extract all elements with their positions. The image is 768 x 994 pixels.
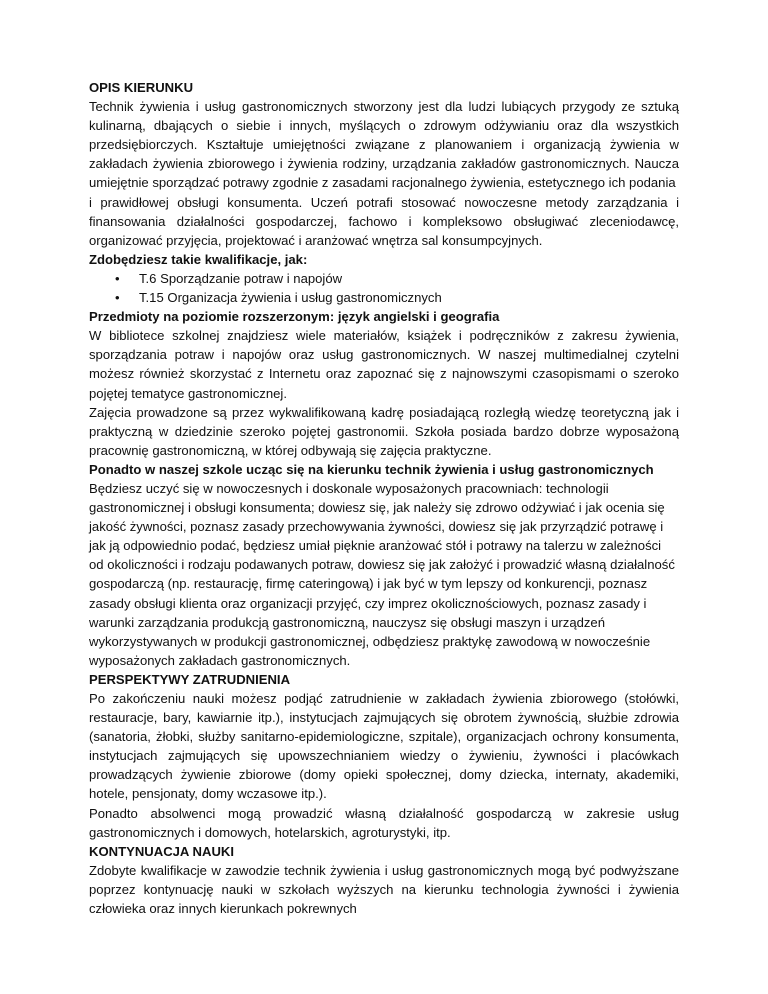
paragraph-perspektywy-2: Ponadto absolwenci mogą prowadzić własną działalność gospodarczą w zakresie usług gastronomicznych i domowych, hotelarskich, agroturystyki, itp. <box>89 805 679 840</box>
list-item <box>89 288 679 307</box>
section-heading-ponadto: Ponadto w naszej szkole ucząc się na kierunku technik żywienia i usług gastronomicznych <box>89 461 654 477</box>
qualification-label: T.6 Sporządzanie potraw i napojów <box>139 270 343 286</box>
paragraph-opis-1: Technik żywienia i usług gastronomicznych stworzony jest dla ludzi lubiących przygody ze sztuką kulinarną, dbających o siebie i innych, myślących o zdrowym odżywianiu oraz dla wszystkich przedsiębiorczych. Kształtuje umiejętności związane z planowaniem i organizacją żywienia w zakładach żywienia zbiorowego i żywienia rodziny, urządzania zakładów gastronomicznych. Naucza umiejętnie sporządzać potrawy zgodnie z zasadami racjonalnego żywienia, estetycznego ich podania <box>89 99 679 191</box>
paragraph-perspektywy-1: Po zakończeniu nauki możesz podjąć zatrudnienie w zakładach żywienia zbiorowego (stołówki, restauracje, bary, kawiarnie itp.), instytucjach zajmujących się obrotem żywnością, służbie zdrowia (sanatoria, żłobki, służby sanitarno-epidemiologiczne, szpitale), organizacjach ochrony konsumenta, instytucjach zajmujących się upowszechnianiem wiedzy o żywieniu, żywności i placówkach prowadzących żywienie zbiorowe (domy opieki społecznej, domy dziecka, internaty, akademiki, hotele, pensjonaty, domy wczasowe itp.). <box>89 691 679 802</box>
qualification-label: T.15 Organizacja żywienia i usług gastronomicznych <box>139 290 442 306</box>
bullet-icon: • <box>115 290 120 306</box>
paragraph-opis-2: i prawidłowej obsługi konsumenta. Uczeń potrafi stosować nowoczesne metody zarządzania i finansowania działalności gospodarczej, fachowo i kompleksowo obsługiwać zleceniodawcę, organizować przyjęcia, projektować i aranżować wnętrza sal konsumpcyjnych. <box>89 194 679 248</box>
section-heading-opis: OPIS KIERUNKU <box>89 80 194 95</box>
section-heading-przedmioty: Przedmioty na poziomie rozszerzonym: język angielski i geografia <box>89 309 500 325</box>
paragraph-kontynuacja-1: Zdobyte kwalifikacje w zawodzie technik żywienia i usług gastronomicznych mogą być podwyższane poprzez kontynuację nauki w szkołach wyższych na kierunku technologia żywności i żywienia człowieka oraz innych kierunkach pokrewnych <box>89 862 679 917</box>
paragraph-ponadto-1: Będziesz uczyć się w nowoczesnych i doskonale wyposażonych pracowniach: technologii gastronomicznej i obsługi konsumenta; dowiesz się, jak należy się zdrowo odżywiać i jak ocenia się jakość żywności, poznasz zasady przechowywania żywności, dowiesz się jak przyrządzić potrawę i jak ją odpowiednio podać, będziesz umiał pięknie aranżować stół i potrawy na talerzu w zależności od okoliczności i rodzaju podawanych potraw, dowiesz się jak założyć i prowadzić własną działalność gospodarczą (np. restaurację, firmę cateringową) i jak być w tym lepszy od konkurencji, poznasz zasady obsługi klienta oraz organizacji przyjęć, czy imprez okolicznościowych, poznasz zasady i warunki zarządzania produkcją gastronomiczną, nauczysz się obsługi maszyn i urządzeń wykorzystywanych w produkcji gastronomicznej, odbędziesz praktykę zawodową w nowocześnie wyposażonych zakładach gastronomicznych. <box>89 480 675 668</box>
section-heading-perspektywy: PERSPEKTYWY ZATRUDNIENIA <box>89 671 291 687</box>
paragraph-przedmioty-1: W bibliotece szkolnej znajdziesz wiele materiałów, książek i podręczników z zakresu żywienia, sporządzania potraw i napojów oraz usług gastronomicznych. W naszej multimedialnej czytelni możesz również skorzystać z Internetu oraz zapoznać się z najnowszymi czasopismami o szeroko pojętej tematyce gastronomicznej. <box>89 328 679 401</box>
list-item <box>89 269 679 288</box>
paragraph-przedmioty-2: Zajęcia prowadzone są przez wykwalifikowaną kadrę posiadającą rozległą wiedzę teoretyczną jak i praktyczną w dziedzinie szeroko pojętej gastronomii. Szkoła posiada bardzo dobrze wyposażoną pracownię gastronomiczną, w której odbywają się zajęcia praktyczne. <box>89 404 679 458</box>
qualifications-list <box>89 269 679 307</box>
section-heading-kwalifikacje: Zdobędziesz takie kwalifikacje, jak: <box>89 251 308 267</box>
section-heading-kontynuacja: KONTYNUACJA NAUKI <box>89 843 235 859</box>
document-page <box>89 78 679 918</box>
bullet-icon: • <box>115 270 120 286</box>
